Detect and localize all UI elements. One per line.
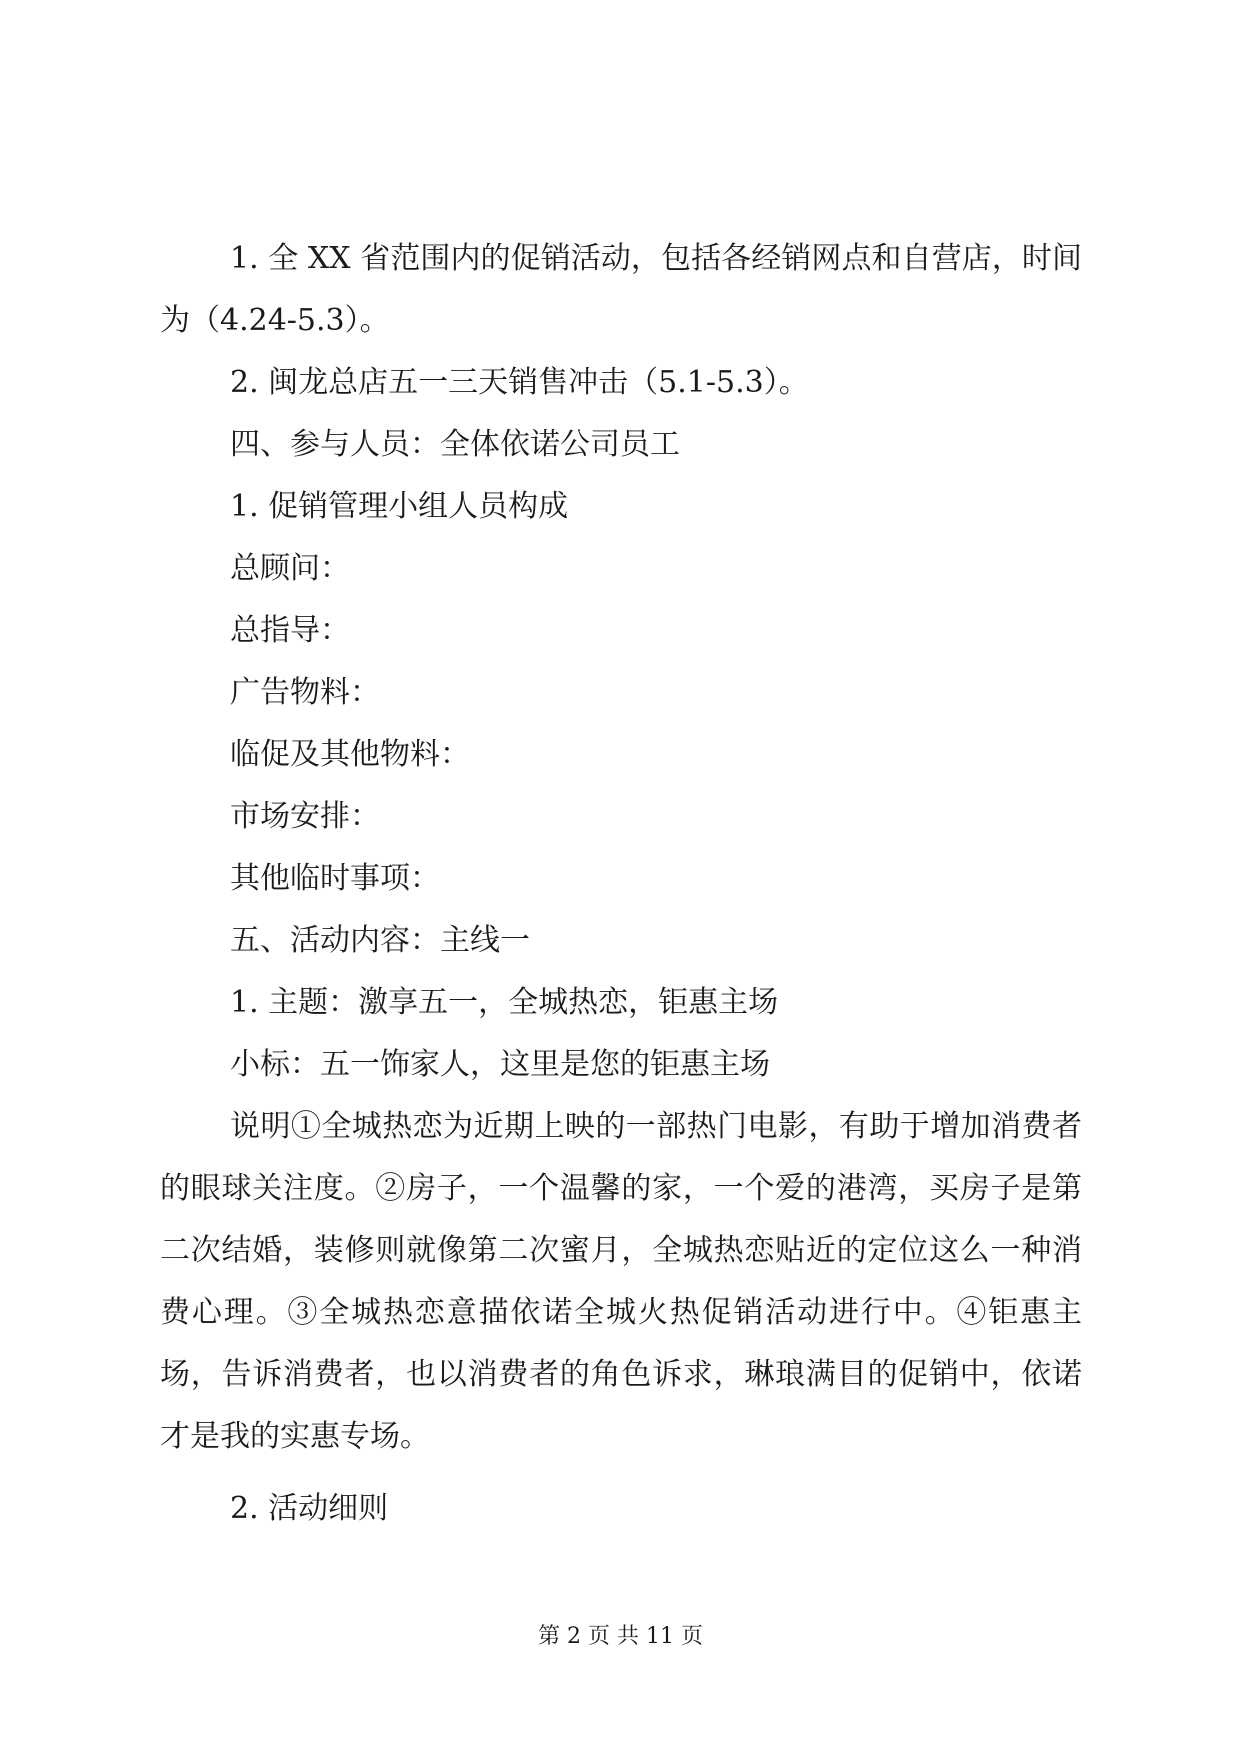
field-other-matters: 其他临时事项： [230,861,440,896]
document-body [160,228,1082,1540]
paragraph-explanation: 说明①全城热恋为近期上映的一部热门电影，有助于增加消费者的眼球关注度。②房子，一个温馨的家，一个爱的港湾，买房子是第二次结婚，装修则就像第二次蜜月，全城热恋贴近的定位这么一种消费心理。③全城热恋意描依诺全城火热促销活动进行中。④钜惠主场，告诉消费者，也以消费者的角色诉求，琳琅满目的促销中，依诺才是我的实惠专场。 [160,1109,1082,1454]
section-heading-activity: 五、活动内容：主线一 [230,923,530,958]
paragraph-theme: 1. 主题：激享五一，全城热恋，钜惠主场 [230,985,779,1020]
field-temp-promo-materials: 临促及其他物料： [230,737,470,772]
paragraph-scope: 1. 全 XX 省范围内的促销活动，包括各经销网点和自营店，时间为（4.24-5.3）。 [160,241,1082,338]
paragraph-activity-rules: 2. 活动细则 [230,1491,389,1526]
field-chief-advisor: 总顾问： [230,551,350,586]
paragraph-subtitle: 小标：五一饰家人，这里是您的钜惠主场 [230,1047,770,1082]
paragraph-store-sales: 2. 闽龙总店五一三天销售冲击（5.1-5.3）。 [230,365,809,400]
paragraph-team-composition: 1. 促销管理小组人员构成 [230,489,569,524]
field-chief-director: 总指导： [230,613,350,648]
section-heading-participants: 四、参与人员：全体依诺公司员工 [230,427,680,462]
field-ad-materials: 广告物料： [230,675,380,710]
page-footer: 第 2 页 共 11 页 [538,1624,703,1649]
field-market-arrangement: 市场安排： [230,799,380,834]
